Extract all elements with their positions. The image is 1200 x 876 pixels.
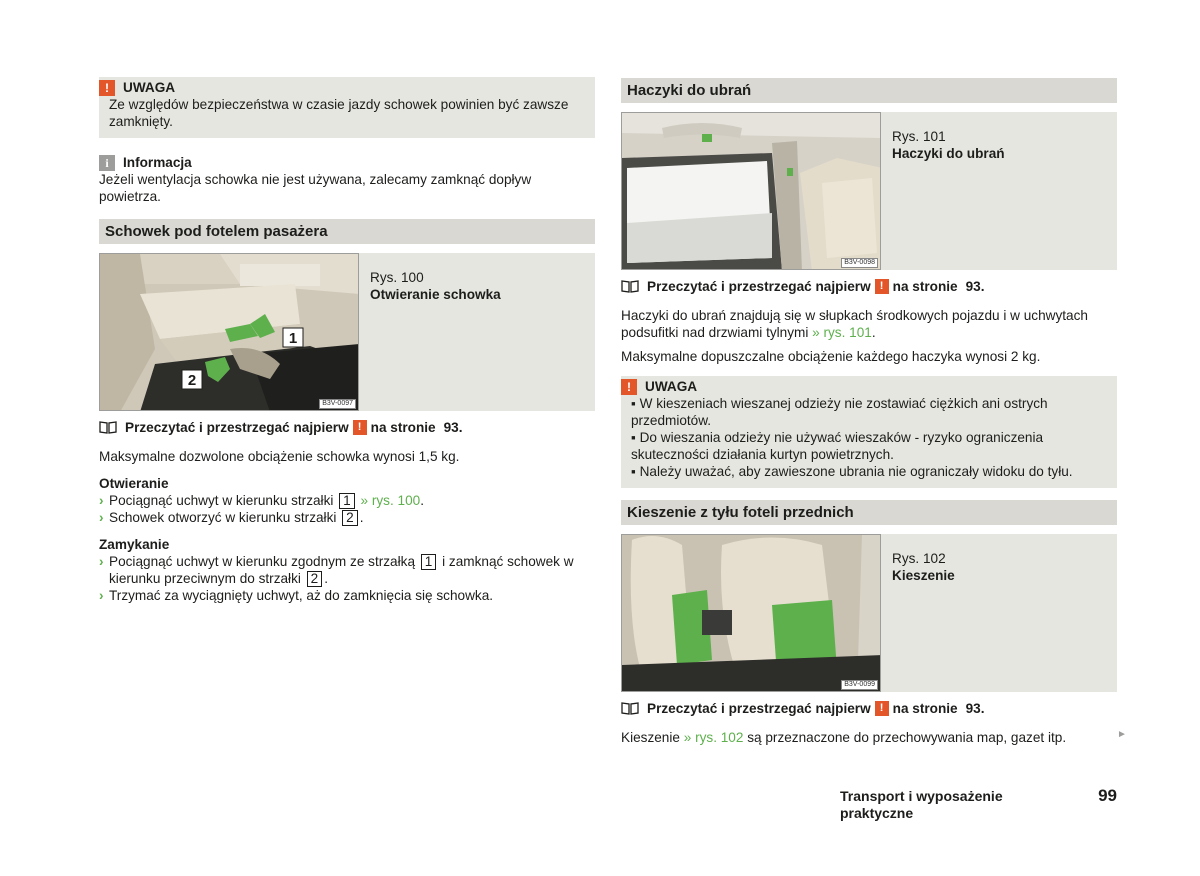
- warning-bullet: ▪ W kieszeniach wieszanej odzieży nie zostawiać ciężkich ani ostrych przedmiotów.: [631, 396, 1048, 428]
- read-first-note: Przeczytać i przestrzegać najpierw ! na stronie 93.: [621, 278, 1117, 295]
- figure-102-number: Rys. 102: [892, 551, 946, 566]
- step-arrow-icon: ›: [99, 493, 104, 508]
- opening-heading: Otwieranie: [99, 476, 169, 491]
- page-reference-link[interactable]: 93.: [443, 420, 463, 435]
- figure-102-caption: [881, 534, 955, 692]
- read-first-note: Przeczytać i przestrzegać najpierw ! na stronie 93.: [621, 700, 1117, 717]
- page-number: 99: [1098, 786, 1117, 805]
- step-arrow-icon: ›: [99, 588, 104, 603]
- figure-100-number: Rys. 100: [370, 270, 424, 285]
- section-heading-clothes-hooks: Haczyki do ubrań: [621, 78, 1117, 103]
- warning-icon: !: [621, 379, 637, 395]
- figure-101-number: Rys. 101: [892, 129, 946, 144]
- read-first-note: Przeczytać i przestrzegać najpierw ! na stronie 93.: [99, 419, 595, 436]
- warning-box: [99, 77, 595, 138]
- closing-step-1: › Pociągnąć uchwyt w kierunku zgodnym ze strzałką 1 i zamknąć schowek w kierunku przeciwnym do strzałki 2 .: [99, 554, 574, 586]
- page-reference-link[interactable]: 93.: [965, 701, 985, 716]
- figure-link[interactable]: » rys. 102: [683, 730, 744, 745]
- figure-102-title: Kieszenie: [892, 568, 955, 583]
- warning-bullet: ▪ Do wieszania odzieży nie używać wieszaków - ryzyko ograniczenia skuteczności działania kurtyn powietrznych.: [631, 430, 1044, 462]
- warning-bullet: ▪ Należy uważać, aby zawieszone ubrania nie ograniczały widoku do tyłu.: [631, 464, 1073, 479]
- figure-102-code: B3V-0099: [841, 680, 878, 690]
- closing-heading: Zamykanie: [99, 537, 170, 552]
- footer-chapter-title: Transport i wyposażenie praktyczne: [840, 788, 1003, 821]
- book-icon: [99, 421, 117, 434]
- hooks-load-text: Maksymalne dopuszczalne obciążenie każdego haczyka wynosi 2 kg.: [621, 349, 1041, 364]
- figure-102: [621, 534, 1117, 692]
- warning-icon: !: [99, 80, 115, 96]
- figure-102-image: [621, 534, 881, 692]
- info-label: Informacja: [123, 155, 192, 170]
- right-column: [621, 78, 1117, 746]
- warning-icon: !: [353, 420, 367, 435]
- section-heading-seat-pockets: Kieszenie z tyłu foteli przednich: [621, 500, 1117, 525]
- continue-arrow-icon: ►: [1117, 729, 1127, 740]
- warning-label: UWAGA: [645, 379, 698, 394]
- warning-text: Ze względów bezpieczeństwa w czasie jazdy schowek powinien być zawsze zamknięty.: [109, 97, 569, 129]
- section-heading-seat-compartment: Schowek pod fotelem pasażera: [99, 219, 595, 244]
- figure-101-caption: [881, 112, 1005, 270]
- figure-101: [621, 112, 1117, 270]
- warning-box: [621, 376, 1117, 488]
- book-icon: [621, 702, 639, 715]
- figure-100-marker-1: 1: [288, 330, 298, 347]
- warning-label: UWAGA: [123, 80, 176, 95]
- book-icon: [621, 280, 639, 293]
- info-text: Jeżeli wentylacja schowka nie jest używana, zalecamy zamknąć dopływ powietrza.: [99, 172, 532, 204]
- warning-icon: !: [875, 279, 889, 294]
- figure-link[interactable]: » rys. 100: [360, 493, 421, 508]
- hooks-location-text: Haczyki do ubrań znajdują się w słupkach środkowych pojazdu i w uchwytach podsufitki nad drzwiami tylnymi » rys. 101.: [621, 308, 1088, 340]
- figure-100-code: B3V-0097: [319, 399, 356, 409]
- closing-step-2: › Trzymać za wyciągnięty uchwyt, aż do zamknięcia się schowka.: [99, 588, 494, 603]
- figure-100-marker-2: 2: [187, 372, 197, 389]
- figure-101-code: B3V-0098: [841, 258, 878, 268]
- warning-icon: !: [875, 701, 889, 716]
- figure-100-title: Otwieranie schowka: [370, 287, 501, 302]
- figure-100-image: [99, 253, 359, 411]
- figure-100-caption: [359, 253, 501, 411]
- opening-step-2: › Schowek otworzyć w kierunku strzałki 2 .: [99, 510, 364, 525]
- figure-101-image: [621, 112, 881, 270]
- step-arrow-icon: ›: [99, 510, 104, 525]
- max-load-text: Maksymalne dozwolone obciążenie schowka wynosi 1,5 kg.: [99, 449, 460, 464]
- opening-step-1: › Pociągnąć uchwyt w kierunku strzałki 1 » rys. 100.: [99, 493, 424, 508]
- pockets-text: Kieszenie » rys. 102 są przeznaczone do przechowywania map, gazet itp.: [621, 730, 1067, 745]
- figure-101-title: Haczyki do ubrań: [892, 146, 1005, 161]
- info-icon: i: [99, 155, 115, 171]
- page-reference-link[interactable]: 93.: [965, 279, 985, 294]
- page-footer: [840, 787, 1117, 822]
- step-arrow-icon: ›: [99, 554, 104, 569]
- info-box: [99, 154, 595, 205]
- figure-100: [99, 253, 595, 411]
- left-column: [99, 77, 595, 604]
- figure-link[interactable]: » rys. 101: [812, 325, 872, 340]
